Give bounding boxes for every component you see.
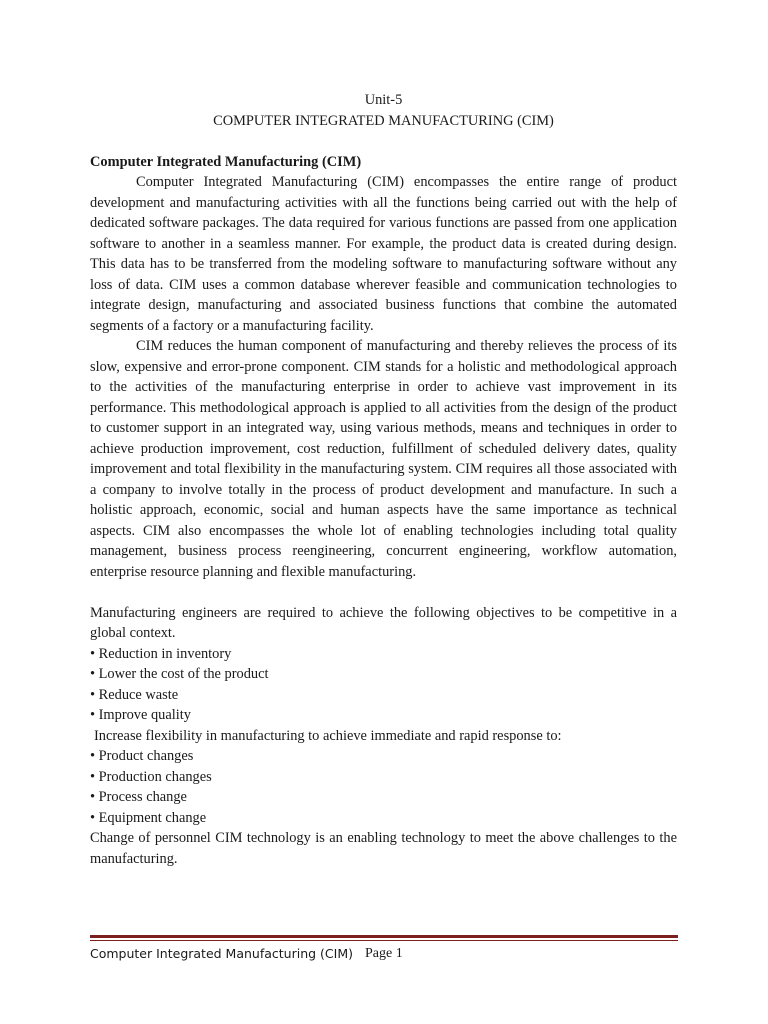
document-title: COMPUTER INTEGRATED MANUFACTURING (CIM) [213,112,554,129]
flexibility-list [90,746,677,828]
list-item: • Production changes [90,768,212,785]
objectives-list [90,644,677,726]
closing-paragraph: Change of personnel CIM technology is an enabling technology to meet the above challenges to the manufacturing. [90,830,677,867]
footer-divider [90,935,678,938]
paragraph-1: Computer Integrated Manufacturing (CIM) encompasses the entire range of product development and manufacturing activities with all the functions being carried out with the help of dedicated software packages. The data required for various functions are passed from one application software to another in a seamless manner. For example, the product data is created during design. This data has to be transferred from the modeling software to manufacturing software without any loss of data. CIM uses a common database wherever feasible and communication technologies to integrate design, manufacturing and associated business functions that combine the automated segments of a factory or a manufacturing facility. [90,174,677,334]
list-item: • Product changes [90,748,194,764]
spacer [90,131,677,152]
list-item: • Equipment change [90,809,207,826]
paragraph-2: CIM reduces the human component of manufacturing and thereby relieves the process of its slow, expensive and error-prone component. CIM stands for a holistic and methodological approach to the activities of the manufacturing enterprise in order to achieve vast improvement in its performance. This methodological approach is applied to all activities from the design of the product to customer support in an integrated way, using various methods, means and techniques in order to achieve production improvement, cost reduction, fulfillment of scheduled delivery dates, quality improvement and total flexibility in the manufacturing system. CIM requires all those associated with a company to involve totally in the process of product development and manufacture. In such a holistic approach, economic, social and human aspects have the same importance as technical aspects. CIM also encompasses the whole lot of enabling technologies including total quality management, business process reengineering, concurrent engineering, workflow automation, enterprise resource planning and flexible manufacturing. [90,338,677,580]
flexibility-intro: Increase flexibility in manufacturing to achieve immediate and rapid response to: [94,727,562,744]
footer-title: Computer Integrated Manufacturing (CIM) [90,946,353,961]
section-heading: Computer Integrated Manufacturing (CIM) [90,153,362,170]
page-number: Page 1 [365,946,403,961]
footer-divider [90,940,678,941]
list-item: • Reduction in inventory [90,645,232,662]
list-item: • Process change [90,789,187,805]
list-item: • Lower the cost of the product [90,666,269,682]
page-footer [90,935,678,963]
list-item: • Reduce waste [90,686,179,703]
unit-label: Unit-5 [364,92,403,108]
document-body [90,90,677,869]
spacer [90,582,677,603]
footer-row [90,945,678,963]
objectives-intro: Manufacturing engineers are required to achieve the following objectives to be competitive in a global context. [90,604,677,641]
list-item: • Improve quality [90,707,191,723]
